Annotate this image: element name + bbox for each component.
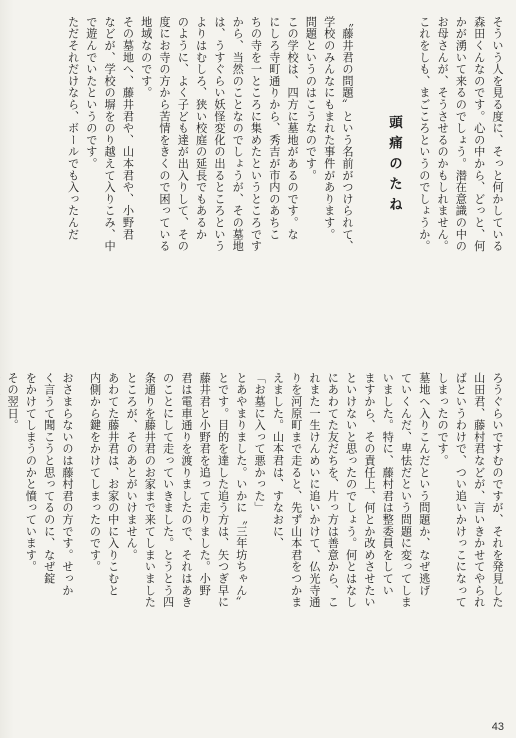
text-line: 内側から鍵をかけてしまったのです。 bbox=[88, 372, 102, 573]
text-line: その翌日。 bbox=[6, 372, 20, 431]
text-line: 藤井君と小野君を追って走りました。小野 bbox=[198, 372, 212, 597]
text-line: は、うすぐらい妖怪変化の出るところという bbox=[212, 16, 226, 252]
text-line: いました。特に、藤村君は整委員をしてい bbox=[381, 372, 395, 597]
text-line: ちの寺を一ところに集めたというところです bbox=[249, 16, 263, 252]
text-line: などが、学校の塀をのり越えて入りこみ、中 bbox=[103, 16, 117, 252]
text-line: 条通りを藤井君のお家まで来てしまいました bbox=[143, 372, 157, 608]
text-line: りを河原町まで走ると、先ず山本君をつかま bbox=[289, 372, 303, 608]
text-line: この学校は、四方に墓地があるのです。な bbox=[286, 16, 300, 241]
text-line: をかけてしまうのかと憤っています。 bbox=[24, 372, 38, 573]
text-line: 墓地へ入りこんだという問題か、なぜ逃げ bbox=[417, 372, 431, 597]
text-line: ただそれだけなら、ボールでも入ったんだ bbox=[66, 16, 80, 241]
text-line: れまた一生けんめいに追いかけて、仏光寺通 bbox=[308, 372, 322, 608]
section-heading: 頭痛のたね bbox=[386, 115, 402, 218]
text-line bbox=[0, 372, 3, 708]
text-block-bottom-right bbox=[85, 372, 506, 708]
text-line: にあわてた友だちを、片っ方は善意から、こ bbox=[326, 372, 340, 608]
text-line: しまったのです。 bbox=[436, 372, 450, 467]
text-line: 「お墓に入って悪かった」 bbox=[253, 372, 267, 514]
text-line: といけないと思ったのでしょう。何とはなし bbox=[344, 372, 358, 608]
text-line: かが湧いて来るのでしょう。潜在意識の中の bbox=[454, 16, 468, 252]
text-line: これをしも、まごころというのでしょうか。 bbox=[417, 16, 431, 252]
text-line: 山田君、藤村君などが、言いきかせてやられ bbox=[472, 372, 486, 608]
text-line: 君は電車通りを渡りましたので、それはあき bbox=[179, 372, 193, 608]
text-line: えました。山本君は、すなおに、 bbox=[271, 372, 285, 549]
text-line: 問題というのはこうなのです。 bbox=[304, 16, 318, 182]
text-line: とあやまりました。いかに〝三年坊ちゃん〟 bbox=[234, 372, 248, 608]
text-line: のことにして走っていきました。とうとう四 bbox=[161, 372, 175, 608]
text-line: く言うて聞こうと思ってるのに、なぜ錠 bbox=[42, 372, 56, 585]
text-line: その墓地へ、藤井君や、山本君や、小野君 bbox=[121, 16, 135, 241]
text-line: のように、よく子ども達が出入りして、その bbox=[176, 16, 190, 252]
text-line: とです。目的を達した追う方は、矢つぎ早に bbox=[216, 372, 230, 608]
text-line: ていくんだ、卑怯だという問題に変ってしま bbox=[399, 372, 413, 608]
text-line: よりはむしろ、狭い校庭の延長でもあるか bbox=[194, 16, 208, 241]
text-line: あわてた藤井君は、お家の中に入りこむと bbox=[106, 372, 120, 597]
text-line: ますから、その責任上、何とか改めさせたい bbox=[362, 372, 376, 608]
text-block-top-right bbox=[415, 16, 506, 344]
text-line: ばというわけで、つい追いかけっこになって bbox=[454, 372, 468, 608]
text-line: そういう人を見る度に、そっと何かしている bbox=[491, 16, 504, 252]
text-line: 森田くんなのです。心の中から、どっと、何 bbox=[472, 16, 486, 252]
text-line: にしろ寺町通りから、秀吉が市内のあちこ bbox=[267, 16, 281, 241]
text-block-bottom-left bbox=[6, 372, 76, 708]
text-line: 学校のみんなにもまれた事件があります。 bbox=[322, 16, 336, 241]
text-line: お母さんが、そうさせるのかもしれません。 bbox=[436, 16, 450, 252]
text-line: 〝藤井君の問題〟という名前がつけられて、 bbox=[341, 16, 354, 252]
page-number: 43 bbox=[491, 721, 504, 733]
text-line: から、当然のことなのでしょうが、その墓地 bbox=[231, 16, 245, 252]
text-line: ろうぐらいですむのですが、それを発見した bbox=[491, 372, 504, 608]
text-line: 度にお寺の方から苦情をきくので困っている bbox=[158, 16, 172, 252]
text-block-top-left bbox=[63, 16, 356, 344]
text-line: おさまらないのは藤村君の方です。せっか bbox=[61, 372, 74, 597]
text-line: 地域なのです。 bbox=[139, 16, 153, 99]
text-line: で遊んでいたというのです。 bbox=[84, 16, 98, 170]
text-line: ところが、そのあとがいけません。 bbox=[125, 372, 139, 561]
